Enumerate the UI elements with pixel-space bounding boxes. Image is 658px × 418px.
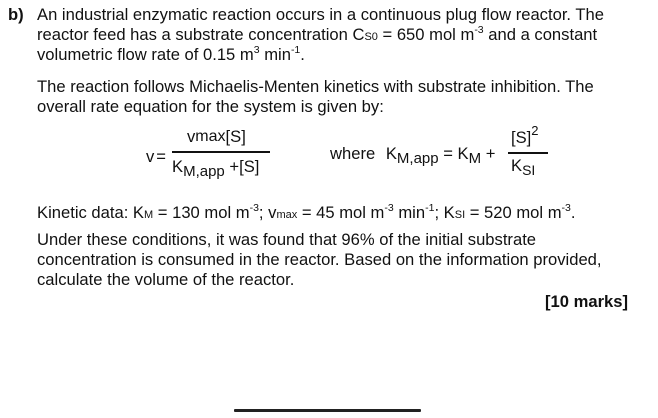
marks-label: [10 marks]	[545, 292, 629, 311]
kinetic-g: = 520 mol m	[465, 203, 562, 222]
para1-line3	[37, 45, 305, 67]
para3-line3: calculate the volume of the reactor.	[37, 270, 295, 289]
para2-line2: overall rate equation for the system is given by:	[37, 97, 384, 116]
home-indicator-bar[interactable]	[234, 409, 421, 412]
question-label: b)	[8, 5, 24, 24]
eq-ksi-k: K	[511, 156, 523, 175]
eq-s2-sup: 2	[531, 123, 539, 138]
para1-line2-sup: -3	[474, 24, 484, 36]
eq-numerator	[187, 127, 246, 147]
eq-den-km-sub: M,app	[183, 163, 225, 180]
eq-s2	[511, 123, 539, 148]
para3-line2: concentration is consumed in the reactor. Based on the information provided,	[37, 250, 602, 269]
kinetic-h: .	[570, 203, 576, 222]
kinetic-a: Kinetic data: K	[37, 203, 145, 222]
eq-where: where	[330, 144, 376, 163]
eq-v	[146, 147, 166, 167]
eq-where-clause	[330, 144, 496, 167]
para1-line3-text-b: min	[259, 45, 291, 64]
eq-fraction-line-2	[508, 152, 548, 154]
kinetic-c: ; v	[258, 203, 277, 222]
cs0-subscript: S0	[364, 31, 378, 43]
para1-line3-sup1: 3	[253, 44, 260, 56]
para1-line3-sup2: -1	[290, 44, 301, 56]
kinetic-b: = 130 mol m	[153, 203, 250, 222]
eq-den-km: K	[172, 157, 184, 176]
eq-k-app-sub: M,app	[396, 150, 439, 167]
kinetic-sup3: -1	[425, 202, 435, 214]
eq-equals-km: = K	[438, 144, 469, 163]
kinetic-vmax-sub: max	[276, 209, 298, 221]
para1-line2-text-b: = 650 mol m	[377, 25, 475, 44]
kinetic-e: min	[393, 203, 426, 222]
para1-line1: An industrial enzymatic reaction occurs in a continuous plug flow reactor. The	[37, 5, 604, 24]
kinetic-data-line	[37, 203, 576, 225]
kinetic-sup4: -3	[561, 202, 571, 214]
eq-plus: +	[481, 144, 496, 163]
eq-equals: =	[156, 147, 166, 166]
eq-k-app: K	[385, 144, 397, 163]
eq-vmax-sub: max	[195, 128, 226, 145]
eq-vmax: v	[187, 127, 196, 146]
kinetic-sup1: -3	[249, 202, 259, 214]
eq-s2-base: [S]	[511, 128, 532, 147]
para3-line1: Under these conditions, it was found that 96% of the initial substrate	[37, 230, 537, 249]
para1-line2	[37, 25, 597, 47]
kinetic-d: = 45 mol m	[297, 203, 385, 222]
para1-line2-text-a: reactor feed has a substrate concentration C	[37, 25, 365, 44]
eq-denominator	[172, 157, 260, 180]
eq-num-s: [S]	[225, 127, 246, 146]
kinetic-ksi-sub: SI	[454, 209, 466, 221]
eq-ksi	[511, 156, 535, 176]
eq-fraction-line-1	[172, 151, 270, 153]
eq-ksi-sub: SI	[522, 162, 536, 178]
kinetic-km-sub: M	[144, 209, 154, 221]
para2-line1: The reaction follows Michaelis-Menten kinetics with substrate inhibition. The	[37, 77, 594, 96]
para1-line2-text-c: and a constant	[483, 25, 598, 44]
para1-line3-text-a: volumetric flow rate of 0.15 m	[37, 45, 254, 64]
eq-den-plus-s: +[S]	[224, 157, 260, 176]
para1-line3-text-c: .	[300, 45, 305, 64]
eq-km-sub: M	[468, 150, 482, 167]
kinetic-sup2: -3	[384, 202, 394, 214]
eq-v-symbol: v	[146, 147, 155, 166]
kinetic-f: ; K	[434, 203, 455, 222]
